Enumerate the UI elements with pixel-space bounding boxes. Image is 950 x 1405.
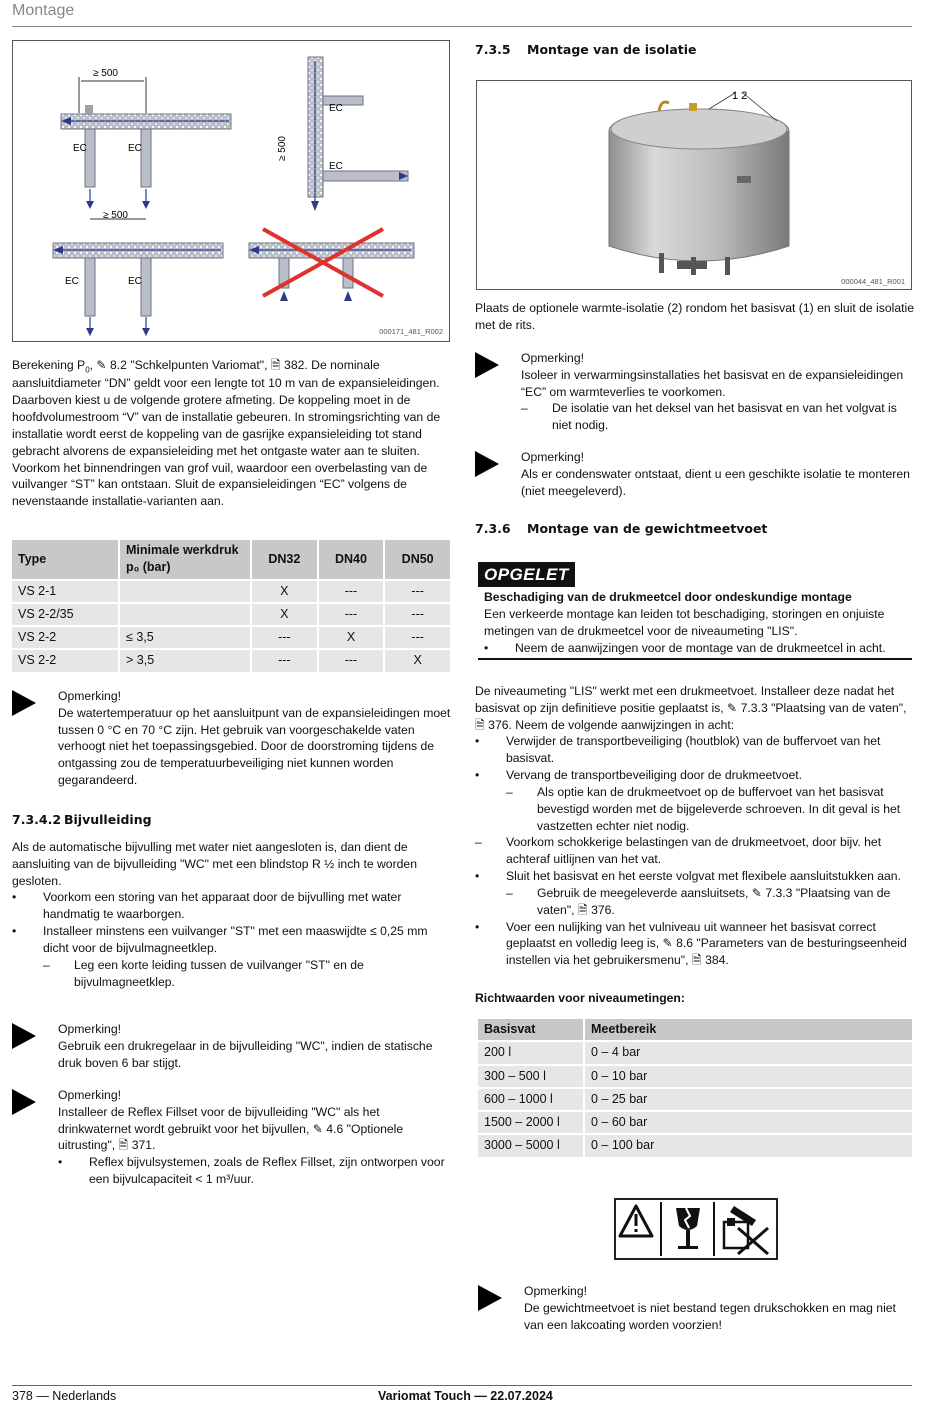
section-number: 7.3.5	[475, 42, 511, 57]
pictogram-strip	[616, 1200, 776, 1258]
section-heading-736	[475, 520, 767, 537]
ec-label-3: EC	[329, 103, 343, 114]
page-header-title: Montage	[12, 2, 75, 19]
caution-tag: OPGELET	[478, 562, 575, 587]
dim-label-3: ≥ 500	[103, 210, 128, 221]
warning-triangle-icon	[620, 1206, 652, 1236]
note-arrow-icon	[12, 690, 36, 716]
section-number: 7.3.4.2	[12, 812, 62, 827]
table-cell: ---	[385, 627, 450, 648]
table-row	[12, 650, 450, 671]
fragile-glass-icon	[676, 1208, 700, 1249]
table-cell: 0 – 10 bar	[585, 1066, 912, 1087]
table-header: DN40	[319, 540, 384, 579]
ec-label-2: EC	[128, 143, 142, 154]
figure-insulation-vessel	[476, 80, 912, 290]
table-cell: ---	[319, 604, 384, 625]
ec-label-4: EC	[329, 161, 343, 172]
table-row	[478, 1112, 912, 1133]
table-cell: VS 2-2	[12, 627, 118, 648]
table-cell: ---	[385, 581, 450, 602]
list-item: – Voorkom schokkerige belastingen van de drukmeetvoet, door bijv. het achteraf uitlijnen van het vat.	[475, 834, 915, 868]
note-temperature	[12, 688, 452, 789]
note-text: De gewichtmeetvoet is niet bestand tegen drukschokken en mag niet van een lakcoating worden voorzien!	[524, 1300, 896, 1332]
note-condensation	[475, 449, 915, 499]
footer-product-date: Variomat Touch — 22.07.2024	[378, 1389, 553, 1403]
warning-pictograms	[614, 1198, 778, 1260]
note-isolate	[475, 350, 915, 434]
table-cell: ---	[385, 604, 450, 625]
section-title: Montage van de gewichtmeetvoet	[527, 521, 768, 536]
table-cell	[120, 581, 250, 602]
isolatie-text: Plaats de optionele warmte-isolatie (2) rondom het basisvat (1) en sluit de isolatie met de rits.	[475, 301, 914, 332]
note-title: Opmerking!	[524, 1284, 587, 1298]
table-row	[478, 1089, 912, 1110]
table-cell: 0 – 4 bar	[585, 1042, 912, 1063]
ec-label-6: EC	[128, 276, 142, 287]
caution-box	[478, 562, 912, 660]
berekening-b: , ✎ 8.2 "Schkelpunten Variomat", 🗎 382.	[89, 358, 308, 372]
note-title: Opmerking!	[521, 450, 584, 464]
niveau-block	[475, 683, 915, 969]
list-item: – Leg een korte leiding tussen de vuilvanger "ST" en de bijvulmagneetklep.	[43, 957, 454, 991]
table-cell: X	[385, 650, 450, 671]
table-cell: ---	[319, 650, 384, 671]
table-row	[478, 1135, 912, 1156]
vessel-illustration	[477, 81, 911, 289]
table-header: Type	[12, 540, 118, 579]
footer-page-language: 378 — Nederlands	[12, 1389, 117, 1403]
section-title: Bijvulleiding	[64, 812, 152, 827]
table-cell: VS 2-2/35	[12, 604, 118, 625]
figure-expansion-connection	[12, 40, 450, 342]
list-item	[12, 923, 454, 990]
note-fillset	[12, 1087, 454, 1188]
berekening-sub: 0	[85, 365, 90, 375]
table-row	[478, 1042, 912, 1063]
list-item: • Neem de aanwijzingen voor de montage van de drukmeetcel in acht.	[484, 640, 912, 657]
table-cell	[120, 604, 250, 625]
table-cell: VS 2-2	[12, 650, 118, 671]
note-text: Als er condenswater ontstaat, dient u een geschikte isolatie te monteren (niet meegeleverd).	[521, 466, 910, 498]
note-pressure-regulator	[12, 1021, 454, 1071]
note-arrow-icon	[12, 1023, 36, 1049]
table-cell: 0 – 25 bar	[585, 1089, 912, 1110]
section-heading-735	[475, 41, 697, 58]
dn-paragraph: De nominale aansluitdiameter “DN” geldt voor een lengte tot 10 m van de expansieleidingen. Daarboven kiest u de volgende grotere afmeting. De koppeling moet in de hoofdvolumestroom “V” van de installatie gebeuren. In stromingsrichting van de installatie wordt eerst de koppeling van de gasrijke expansieleiding tot stand gebracht alvorens de expansieleiding met het ontgaste water aan te sluiten.	[12, 358, 441, 458]
table-cell: X	[319, 627, 384, 648]
note-title: Opmerking!	[58, 1088, 121, 1102]
note-title: Opmerking!	[58, 1022, 121, 1036]
table-header: DN32	[252, 540, 317, 579]
dim-label-2: ≥ 500	[277, 136, 288, 161]
table-cell: 0 – 100 bar	[585, 1135, 912, 1156]
note-arrow-icon	[475, 352, 499, 378]
note-text: Gebruik een drukregelaar in de bijvulleiding "WC", indien de statische druk boven 6 bar stijgt.	[58, 1038, 433, 1070]
caution-title: Beschadiging van de drukmeetcel door ondeskundige montage	[484, 590, 852, 605]
left-intro-paragraph	[12, 357, 452, 510]
table-cell: ≤ 3,5	[120, 627, 250, 648]
table-header-row	[12, 540, 450, 579]
note-arrow-icon	[12, 1089, 36, 1115]
measurement-table	[476, 1017, 914, 1159]
list-item: – Als optie kan de drukmeetvoet op de buffervoet van het basisvat bevestigd worden met de bijgeleverde schroeven. In dit geval is het vastzetten echter niet nodig.	[506, 784, 915, 834]
list-item-text: Sluit het basisvat en het eerste volgvat met flexibele aansluitstukken aan.	[506, 869, 901, 884]
table-header: Minimale werkdruk p₀ (bar)	[120, 540, 250, 579]
dim-label-1: ≥ 500	[93, 68, 118, 79]
table-cell: 1500 – 2000 l	[478, 1112, 583, 1133]
table-row	[478, 1066, 912, 1087]
section-title: Montage van de isolatie	[527, 42, 697, 57]
table-cell: 0 – 60 bar	[585, 1112, 912, 1133]
note-paint	[478, 1283, 915, 1333]
table-cell: ---	[319, 581, 384, 602]
list-item: – De isolatie van het deksel van het basisvat en van het volgvat is niet nodig.	[521, 400, 915, 434]
list-item-text: Vervang de transportbeveiliging door de drukmeetvoet.	[506, 768, 803, 783]
section-heading-7342	[12, 811, 152, 828]
note-arrow-icon	[478, 1285, 502, 1311]
footer-rule	[12, 1385, 912, 1386]
list-item	[475, 767, 915, 834]
table-header-row	[478, 1019, 912, 1040]
callout-numbers: 1 2	[732, 90, 748, 102]
table-header: DN50	[385, 540, 450, 579]
berekening-a: Berekening P	[12, 358, 86, 372]
list-item: – Gebruik de meegeleverde aansluitsets, ✎ 7.3.3 "Plaatsing van de vaten", 🗎 376.	[506, 885, 915, 919]
table-cell: 300 – 500 l	[478, 1066, 583, 1087]
figure-id: 000171_481_R002	[379, 326, 443, 336]
table-cell: 600 – 1000 l	[478, 1089, 583, 1110]
list-item: • Verwijder de transportbeveiliging (houtblok) van de buffervoet van het basisvat.	[475, 733, 915, 767]
header-rule	[12, 26, 912, 27]
table-cell: X	[252, 581, 317, 602]
niveau-intro: De niveaumeting "LIS" werkt met een drukmeetvoet. Installeer deze nadat het basisvat op zijn definitieve positie geplaatst is, ✎ 7.3.3 "Plaatsing van de vaten", 🗎 376. Neem de volgende aanwijzingen in acht:	[475, 684, 907, 732]
table-row	[12, 627, 450, 648]
note-arrow-icon	[475, 451, 499, 477]
table-cell: VS 2-1	[12, 581, 118, 602]
ec-label-1: EC	[73, 143, 87, 154]
figure-id-right: 000044_481_R001	[841, 276, 905, 286]
table-cell: ---	[252, 650, 317, 671]
ec-label-5: EC	[65, 276, 79, 287]
table-header: Basisvat	[478, 1019, 583, 1040]
note-text: De watertemperatuur op het aansluitpunt van de expansieleidingen moet tussen 0 °C en 70 °C zijn. Het gebruik van voorgeschakelde vaten verhoogt niet het toepassingsgebied. Door de doorstroming tijdens de ontgassing zou de temperatuurbeveiliging niet kunnen worden gegarandeerd.	[58, 705, 451, 788]
caution-rule	[478, 658, 912, 660]
list-item: • Voer een nulijking van het vulniveau uit wanneer het basisvat correct geplaatst en volledig leeg is, ✎ 8.6 "Parameters van de besturingseenheid instellen via het gebruikersmenu", 🗎 384.	[475, 919, 915, 969]
dn-table	[10, 538, 452, 674]
table-row	[12, 581, 450, 602]
caution-text: Een verkeerde montage kan leiden tot beschadiging, storingen en onjuiste metingen van de drukmeetcel voor de niveaumeting "LIS".	[484, 607, 885, 639]
note-text: Isoleer in verwarmingsinstallaties het basisvat en de expansieleidingen “EC” om warmteverlies te voorkomen.	[521, 367, 904, 399]
table-cell: X	[252, 604, 317, 625]
list-item: • Voorkom een storing van het apparaat door de bijvulling met water handmatig te waarborgen.	[12, 889, 454, 923]
table-cell: 200 l	[478, 1042, 583, 1063]
table-row	[12, 604, 450, 625]
vuil-paragraph: Voorkom het binnendringen van grof vuil, waardoor een overbelasting van de vuilvanger “ST” kan ontstaan. Sluit de expansieleidingen “EC” volgens de nevenstaande installatie-varianten aan.	[12, 460, 428, 509]
list-item	[475, 868, 915, 918]
section-number: 7.3.6	[475, 521, 511, 536]
note-text: Installeer de Reflex Fillset voor de bijvulleiding "WC" als het drinkwaternet wordt gebruikt voor het bijvullen, ✎ 4.6 "Optionele uitrusting", 🗎 371.	[58, 1104, 404, 1153]
list-item: • Reflex bijvulsystemen, zoals de Reflex Fillset, zijn ontworpen voor een bijvulcapaciteit < 1 m³/uur.	[58, 1154, 454, 1188]
note-title: Opmerking!	[58, 689, 121, 703]
richtwaarden-title: Richtwaarden voor niveaumetingen:	[475, 991, 685, 1005]
list-item-text: Installeer minstens een vuilvanger "ST" met een maaswijdte ≤ 0,25 mm dicht voor de bijvulmagneetklep.	[43, 924, 428, 955]
bijvul-block	[12, 839, 454, 990]
pipe-installation-diagram	[13, 41, 449, 341]
table-header: Meetbereik	[585, 1019, 912, 1040]
no-paint-icon	[724, 1206, 768, 1254]
table-cell: ---	[252, 627, 317, 648]
bijvul-intro: Als de automatische bijvulling met water niet aangesloten is, dan dient de aansluiting van de bijvulleiding "WC" met een blindstop R ½ inch te worden gesloten.	[12, 840, 417, 888]
table-cell: 3000 – 5000 l	[478, 1135, 583, 1156]
note-title: Opmerking!	[521, 351, 584, 365]
table-cell: > 3,5	[120, 650, 250, 671]
